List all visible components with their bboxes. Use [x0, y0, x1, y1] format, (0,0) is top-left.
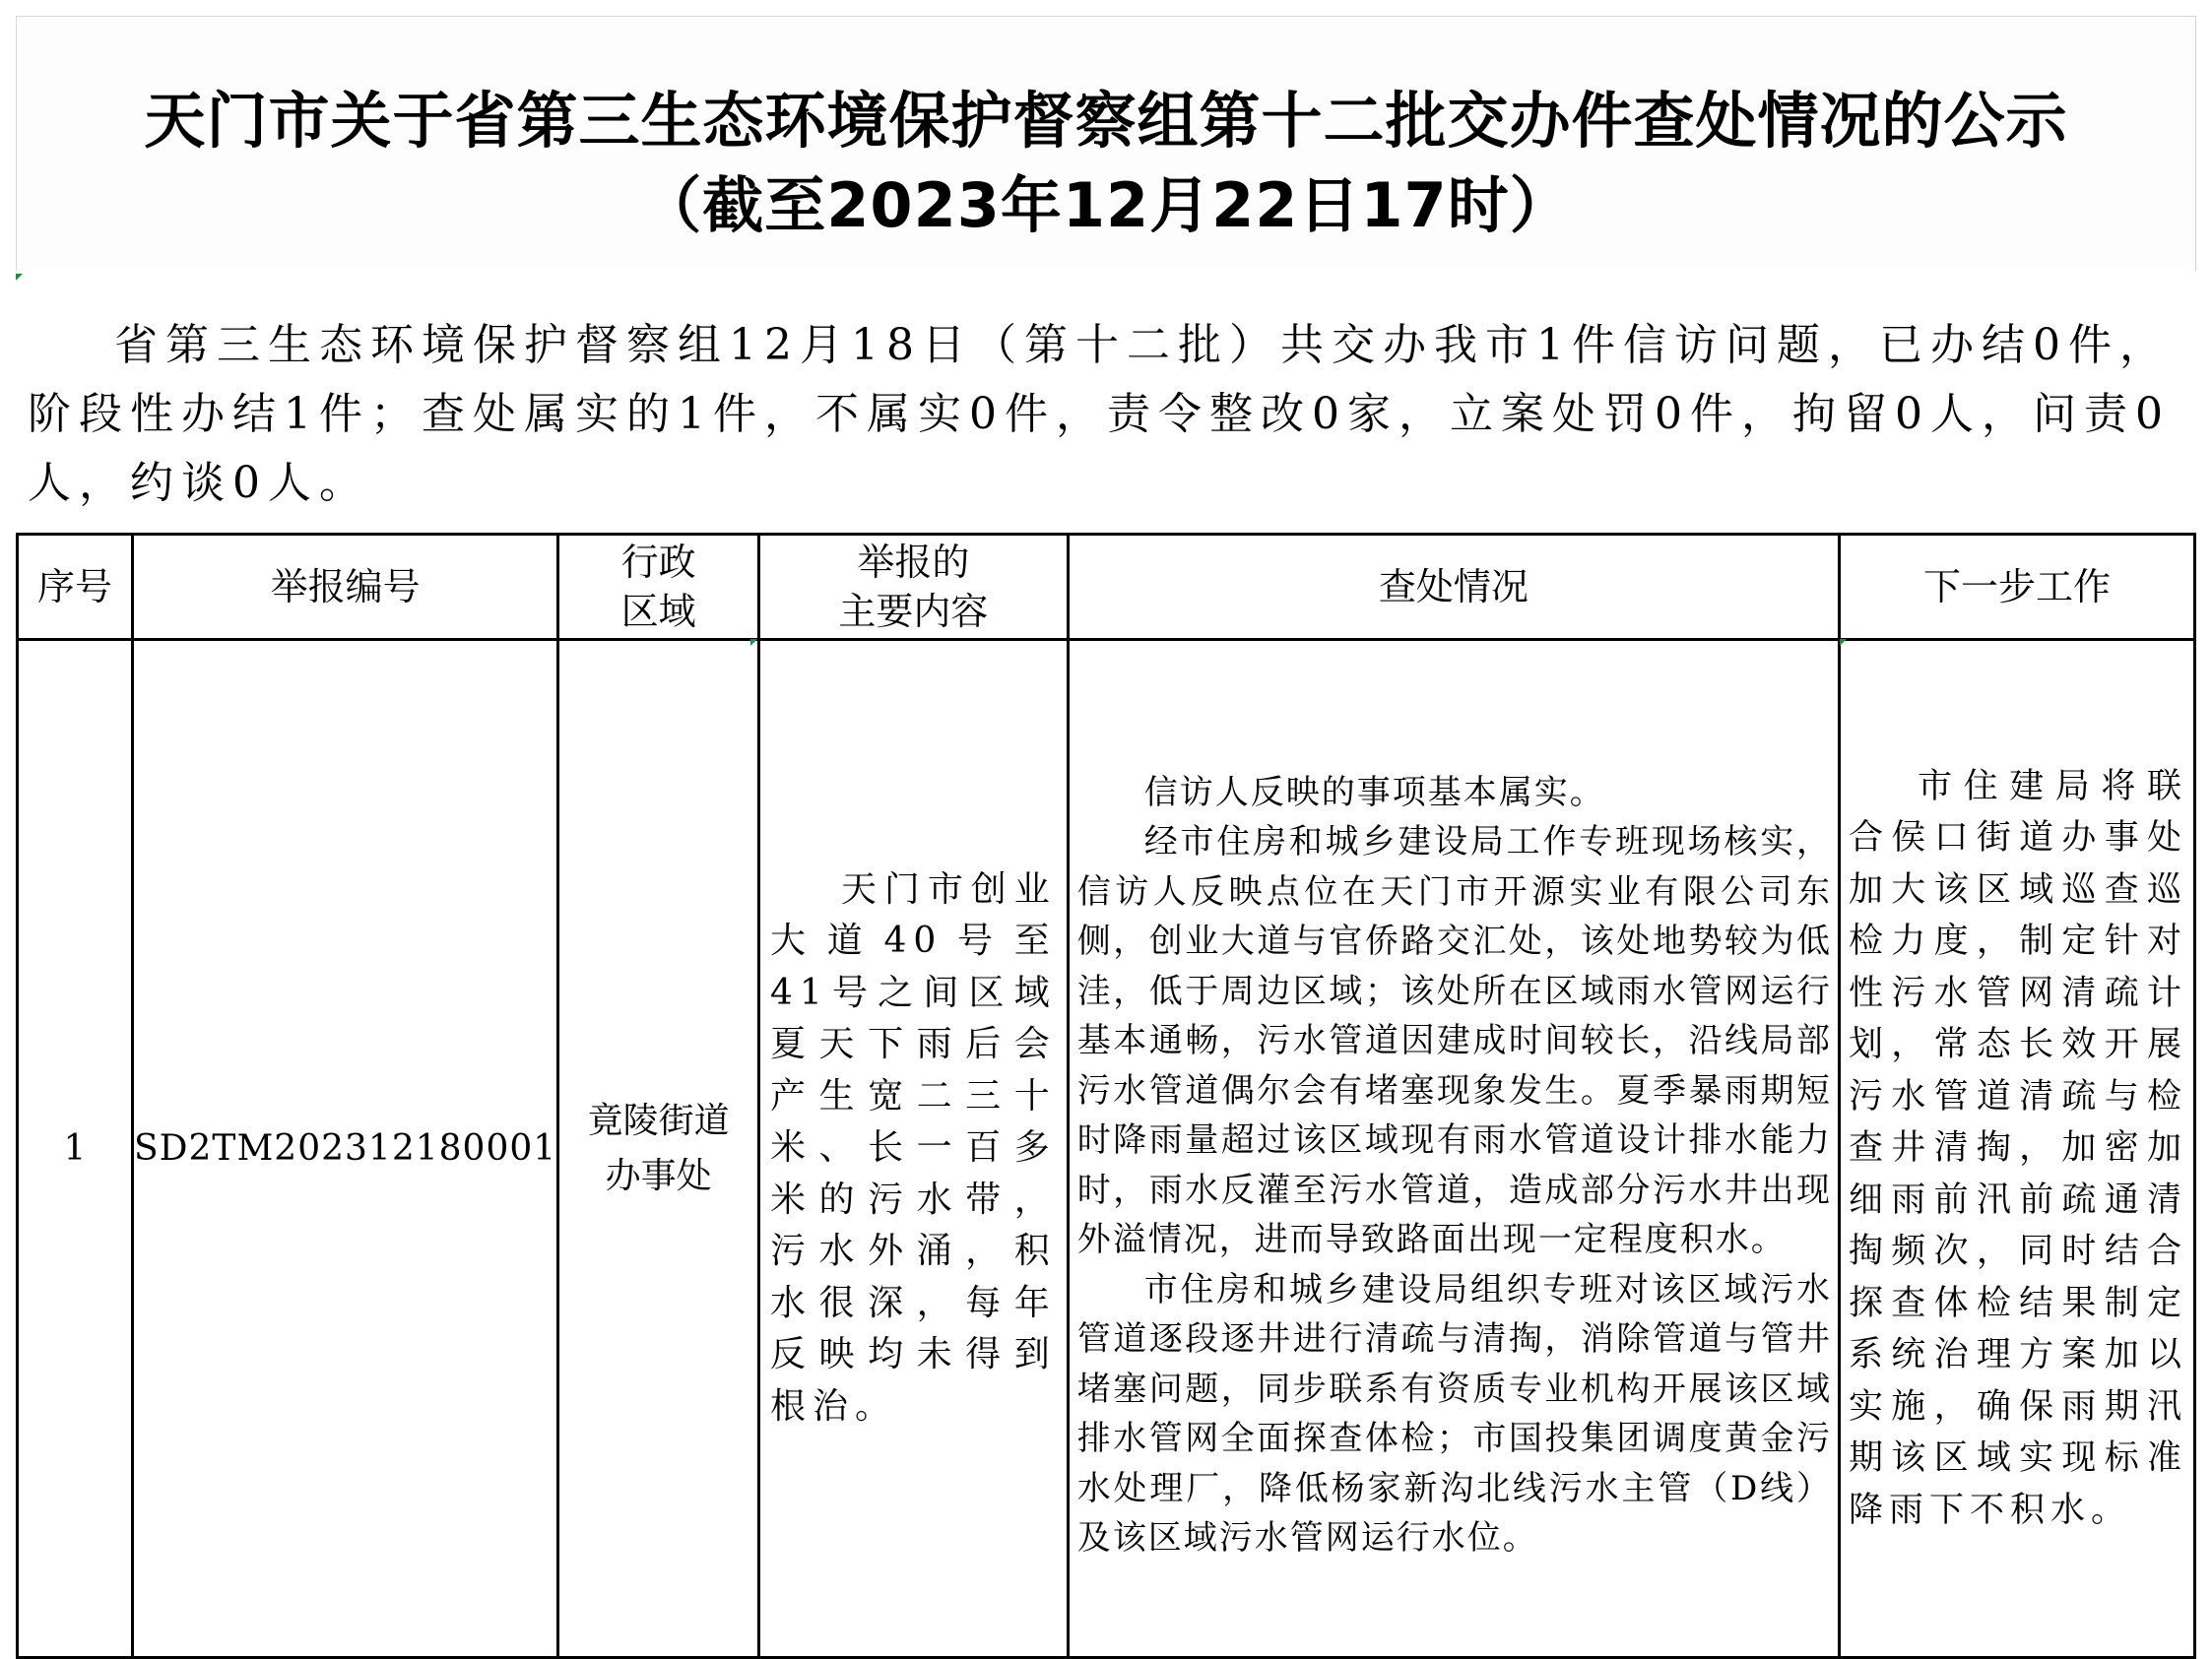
- cell-area-line2: 办事处: [605, 1155, 712, 1196]
- cell-area: [558, 640, 759, 1658]
- cell-area-line1: 竟陵街道: [587, 1100, 730, 1141]
- handling-paragraph-3: 市住房和城乡建设局组织专班对该区域污水管道逐段逐井进行清疏与清掏，消除管道与管井堵塞问题，同步联系有资质专业机构开展该区域排水管网全面探查体检；市国投集团调度黄金污水处理厂，降低杨家新沟北线污水主管（D线）及该区域污水管网运行水位。: [1076, 1269, 1833, 1558]
- handling-paragraph-2: 经市住房和城乡建设局工作专班现场核实，信访人反映点位在天门市开源实业有限公司东侧，创业大道与官侨路交汇处，该处地势较为低洼，低于周边区域；该处所在区域雨水管网运行基本通畅，污水管道因建成时间较长，沿线局部污水管道偶尔会有堵塞现象发生。夏季暴雨期短时降雨量超过该区域现有雨水管道设计排水能力时，雨水反灌至污水管道，造成部分污水井出现外溢情况，进而导致路面出现一定程度积水。: [1076, 822, 1833, 1259]
- header-area-line2: 区域: [620, 590, 696, 633]
- cell-index: 1: [18, 640, 133, 1658]
- header-handling: 查处情况: [1068, 535, 1839, 640]
- cell-next-steps: [1840, 640, 2195, 1658]
- header-content-line1: 举报的: [857, 541, 970, 584]
- cell-handling: [1068, 640, 1839, 1658]
- handling-paragraph-1: 信访人反映的事项基本属实。: [1143, 772, 1605, 812]
- table-header-row: [18, 535, 2195, 640]
- header-area-line1: 行政: [620, 541, 696, 584]
- page-subtitle: （截至2023年12月22日17时）: [640, 169, 1572, 241]
- report-table: [16, 533, 2196, 1659]
- header-content-line2: 主要内容: [838, 590, 989, 633]
- main-content-text: 天门市创业大道40号至41号之间区域夏天下雨后会产生宽二三十米、长一百多米的污水带，污水外涌，积水很深，每年反映均未得到根治。: [770, 868, 1057, 1427]
- header-content: [759, 535, 1069, 640]
- header-next: 下一步工作: [1840, 535, 2195, 640]
- summary-paragraph: 省第三生态环境保护督察组12月18日（第十二批）共交办我市1件信访问题，已办结0件，阶段性办结1件；查处属实的1件，不属实0件，责令整改0家，立案处罚0件，拘留0人，问责0人，约谈0人。: [28, 320, 2171, 508]
- cell-main-content: [759, 640, 1069, 1658]
- report-sheet: [16, 16, 2196, 1613]
- cell-marker-icon: [1840, 639, 1847, 646]
- title-box: [16, 16, 2196, 271]
- handling-text: [1070, 768, 1838, 1563]
- header-code: 举报编号: [133, 535, 558, 640]
- next-steps-text: 市住建局将联合侯口街道办事处加大该区域巡查巡检力度，制定针对性污水管网清疏计划，常态长效开展污水管道清疏与检查井清掏，加密加细雨前汛前疏通清掏频次，同时结合探查体检结果制定系统治理方案加以实施，确保雨期汛期该区域实现标准降雨下不积水。: [1849, 766, 2187, 1530]
- header-index: 序号: [18, 535, 133, 640]
- cell-report-code: SD2TM202312180001: [133, 640, 558, 1658]
- cell-marker-icon: [750, 639, 757, 646]
- header-area: [558, 535, 759, 640]
- cell-marker-icon: [16, 274, 23, 281]
- page-title: 天门市关于省第三生态环境保护督察组第十二批交办件查处情况的公示: [144, 85, 2068, 157]
- table-row: [18, 640, 2195, 1658]
